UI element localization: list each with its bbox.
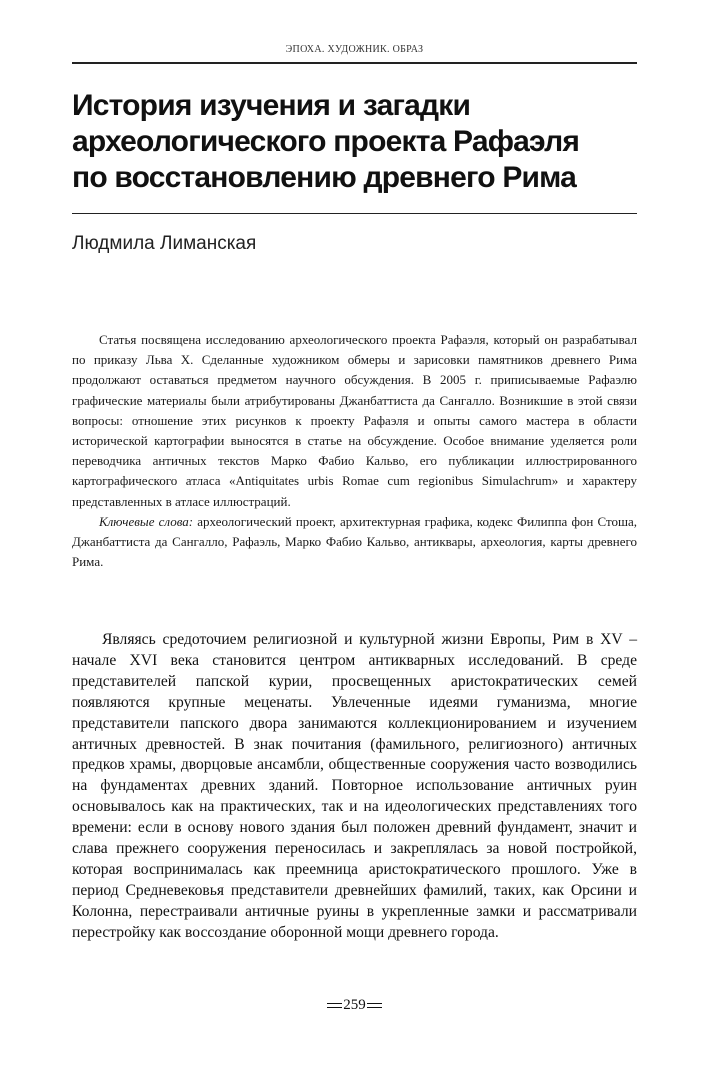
title-line: по восстановлению древнего Рима xyxy=(72,161,577,194)
page-number-block xyxy=(72,997,637,1014)
header-rule xyxy=(72,62,637,64)
body-paragraph: Являясь средоточием религиозной и культурной жизни Европы, Рим в XV – начале XVI века становится центром антикварных исследований. В среде представителей папской курии, просвещенных аристократических семей появляются крупные меценаты. Увлеченные идеями гуманизма, многие представители папского двора занимаются коллекционированием и изучением античных древностей. В знак почитания (фамильного, религиозного) античных предков храмы, дворцовые ансамбли, общественные сооружения часто возводились на фундаментах древних зданий. Повторное использование античных руин основывалось как на практических, так и на идеологических представлениях того времени: если в основу нового здания был положен древний фундамент, значит и слава прежнего сооружения переносилась и закреплялась за новой постройкой, которая воспринималась как преемница аристократического прошлого. Уже в период Средневековья представители древнейших фамилий, таких, как Орсини и Колонна, перестраивали античные руины в укрепленные замки и рассматривали перестройку как воссоздание оборонной мощи древнего города. xyxy=(72,631,637,941)
page-number-ornament-left xyxy=(327,1003,342,1008)
running-header: ЭПОХА. ХУДОЖНИК. ОБРАЗ xyxy=(285,44,424,55)
keywords-label: Ключевые слова: xyxy=(99,513,194,529)
keywords-paragraph xyxy=(72,512,637,573)
author-name: Людмила Лиманская xyxy=(72,233,257,254)
page-number: 259 xyxy=(343,997,366,1013)
title-line: История изучения и загадки xyxy=(72,89,471,122)
abstract-block xyxy=(72,330,637,572)
title-line: археологического проекта Рафаэля xyxy=(72,125,580,158)
keywords-text: археологический проект, архитектурная графика, кодекс Филиппа фон Стоша, Джанбаттиста да Сангалло, Рафаэль, Марко Фабио Кальво, антиквары, археология, карты древнего Рима. xyxy=(72,513,637,570)
abstract-text: Статья посвящена исследованию археологического проекта Рафаэля, который он разрабатывал по приказу Льва X. Сделанные художником обмеры и зарисовки памятников древнего Рима продолжают оставаться предметом научного обсуждения. В 2005 г. приписываемые Рафаэлю графические материалы были атрибутированы Джанбаттиста да Сангалло. Возникшие в этой связи вопросы: отношение этих рисунков к проекту Рафаэля и опыты самого мастера в области исторической картографии выносятся в статье на обсуждение. Особое внимание уделяется роли переводчика античных текстов Марко Фабио Кальво, его публикации иллюстрированного картографического атласа «Antiquitates urbis Romae cum regionibus Simulachrum» и характеру представленных в атласе иллюстраций. xyxy=(72,332,637,509)
journal-page xyxy=(72,0,637,1066)
article-title xyxy=(72,88,637,196)
title-rule xyxy=(72,213,637,214)
page-number-ornament-right xyxy=(367,1003,382,1008)
body-text xyxy=(72,630,637,944)
